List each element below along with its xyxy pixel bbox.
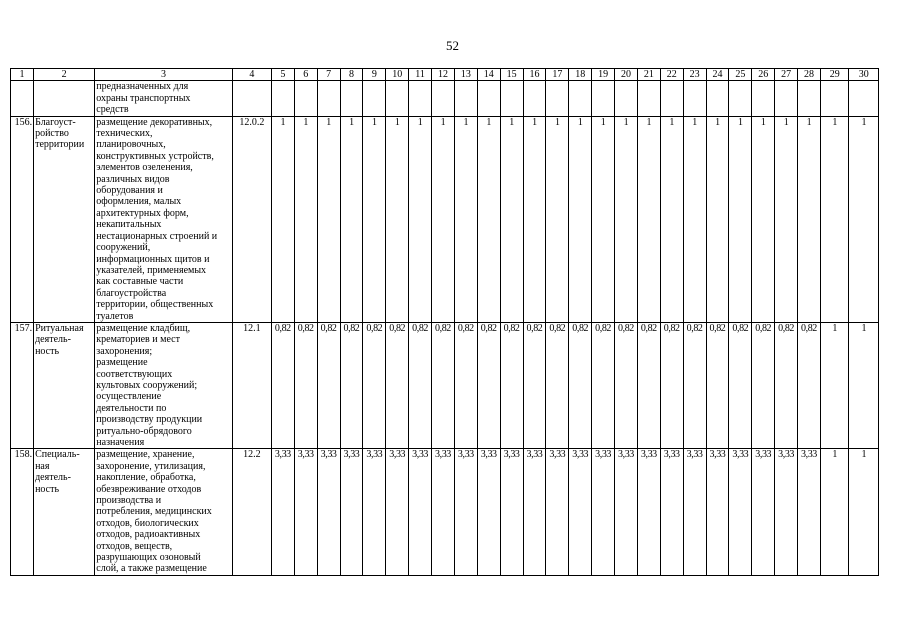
coefficient-cell: 3,33 [637, 449, 660, 575]
use-type-description: размещение, хранение, захоронение, утилизация, накопление, обработка, обезвреживание отходов производства и потребления, медицинских отходов, биологических отходов, радиоактивных отходов, веществ, разрушающих озоновый слой, а также размещение [95, 449, 232, 575]
coefficient-cell: 3,33 [660, 449, 683, 575]
coefficient-cell: 0,82 [775, 322, 798, 448]
column-header: 21 [637, 69, 660, 81]
column-header: 26 [752, 69, 775, 81]
coefficient-cell: 1 [386, 116, 409, 322]
coefficient-cell: 1 [432, 116, 455, 322]
coefficient-cell: 1 [317, 116, 340, 322]
coefficient-cell [569, 81, 592, 116]
row-number: 158. [11, 449, 34, 575]
coefficient-cell: 1 [271, 116, 294, 322]
column-header: 19 [592, 69, 615, 81]
coefficient-cell: 0,82 [363, 322, 386, 448]
coefficient-cell: 0,82 [500, 322, 523, 448]
column-header: 3 [95, 69, 232, 81]
coefficient-cell: 0,82 [432, 322, 455, 448]
coefficient-cell: 1 [569, 116, 592, 322]
table-row [11, 116, 879, 322]
column-header: 4 [232, 69, 271, 81]
coefficient-cell [849, 81, 879, 116]
use-type-name: Благоуст- ройство территории [34, 116, 95, 322]
coefficient-cell [271, 81, 294, 116]
coefficient-cell: 0,82 [294, 322, 317, 448]
coefficient-cell: 3,33 [706, 449, 729, 575]
coefficient-cell: 3,33 [729, 449, 752, 575]
header-row [11, 69, 879, 81]
coefficient-cell [523, 81, 546, 116]
coefficient-cell [615, 81, 638, 116]
coefficient-cell: 3,33 [340, 449, 363, 575]
column-header: 2 [34, 69, 95, 81]
coefficient-cell: 1 [849, 322, 879, 448]
coefficient-cell: 0,82 [454, 322, 477, 448]
table-row [11, 449, 879, 575]
coefficient-cell: 1 [637, 116, 660, 322]
coefficient-cell: 1 [752, 116, 775, 322]
coefficient-cell: 3,33 [386, 449, 409, 575]
coefficient-cell: 0,82 [271, 322, 294, 448]
use-type-description: предназначенных для охраны транспортных средств [95, 81, 232, 116]
coefficient-cell: 0,82 [409, 322, 432, 448]
column-header: 9 [363, 69, 386, 81]
coefficient-cell [432, 81, 455, 116]
column-header: 6 [294, 69, 317, 81]
coefficient-cell [294, 81, 317, 116]
column-header: 12 [432, 69, 455, 81]
coefficient-cell: 3,33 [271, 449, 294, 575]
column-header: 27 [775, 69, 798, 81]
row-number [11, 81, 34, 116]
coefficient-cell: 3,33 [294, 449, 317, 575]
coefficient-cell [340, 81, 363, 116]
row-number: 156. [11, 116, 34, 322]
column-header: 16 [523, 69, 546, 81]
coefficient-cell: 1 [340, 116, 363, 322]
coefficient-cell: 3,33 [523, 449, 546, 575]
use-type-name [34, 81, 95, 116]
coefficient-cell: 1 [798, 116, 821, 322]
coefficient-cell: 0,82 [683, 322, 706, 448]
coefficient-cell [386, 81, 409, 116]
coefficient-cell [752, 81, 775, 116]
coefficient-cell: 1 [615, 116, 638, 322]
coefficient-cell: 1 [454, 116, 477, 322]
classification-code: 12.2 [232, 449, 271, 575]
coefficient-cell: 1 [294, 116, 317, 322]
table-row [11, 322, 879, 448]
coefficient-cell: 0,82 [592, 322, 615, 448]
coefficient-cell [820, 81, 849, 116]
coefficient-cell: 3,33 [409, 449, 432, 575]
coefficient-cell: 3,33 [615, 449, 638, 575]
column-header: 14 [477, 69, 500, 81]
coefficient-cell [798, 81, 821, 116]
column-header: 13 [454, 69, 477, 81]
coefficient-cell: 3,33 [454, 449, 477, 575]
coefficient-cell: 3,33 [546, 449, 569, 575]
column-header: 28 [798, 69, 821, 81]
coefficient-cell: 1 [660, 116, 683, 322]
coefficient-cell: 3,33 [432, 449, 455, 575]
coefficient-cell: 0,82 [706, 322, 729, 448]
coefficient-cell: 1 [820, 322, 849, 448]
column-header: 17 [546, 69, 569, 81]
coefficient-cell [775, 81, 798, 116]
coefficient-cell: 0,82 [340, 322, 363, 448]
coefficient-cell: 0,82 [615, 322, 638, 448]
use-type-description: размещение кладбищ, крематориев и мест захоронения; размещение соответствующих культовых сооружений; осуществление деятельности по производству продукции ритуально-обрядового назначения [95, 322, 232, 448]
coefficient-cell: 0,82 [729, 322, 752, 448]
use-type-description: размещение декоративных, технических, планировочных, конструктивных устройств, элементов озеленения, различных видов оборудования и оформления, малых архитектурных форм, некапитальных нестационарных строений и сооружений, информационных щитов и указателей, применяемых как составные части благоустройства территории, общественных туалетов [95, 116, 232, 322]
coefficient-cell: 3,33 [363, 449, 386, 575]
column-header: 29 [820, 69, 849, 81]
coefficient-cell [409, 81, 432, 116]
data-table [10, 68, 879, 576]
coefficient-cell [592, 81, 615, 116]
use-type-name: Специаль- ная деятель- ность [34, 449, 95, 575]
coefficient-cell: 0,82 [637, 322, 660, 448]
use-type-name: Ритуальная деятель- ность [34, 322, 95, 448]
coefficient-cell [317, 81, 340, 116]
coefficient-cell: 1 [775, 116, 798, 322]
table-row [11, 81, 879, 116]
column-header: 30 [849, 69, 879, 81]
coefficient-cell: 3,33 [500, 449, 523, 575]
coefficient-cell: 1 [500, 116, 523, 322]
coefficient-cell: 1 [820, 116, 849, 322]
column-header: 1 [11, 69, 34, 81]
row-number: 157. [11, 322, 34, 448]
coefficient-cell: 1 [592, 116, 615, 322]
coefficient-cell [637, 81, 660, 116]
coefficient-cell: 3,33 [569, 449, 592, 575]
column-header: 23 [683, 69, 706, 81]
coefficient-cell [660, 81, 683, 116]
coefficient-cell: 3,33 [752, 449, 775, 575]
coefficient-cell: 3,33 [477, 449, 500, 575]
column-header: 11 [409, 69, 432, 81]
page-number: 52 [446, 38, 459, 53]
coefficient-cell [683, 81, 706, 116]
coefficient-cell: 3,33 [592, 449, 615, 575]
column-header: 5 [271, 69, 294, 81]
coefficient-cell: 1 [729, 116, 752, 322]
column-header: 8 [340, 69, 363, 81]
coefficient-cell [477, 81, 500, 116]
coefficient-cell: 0,82 [569, 322, 592, 448]
column-header: 7 [317, 69, 340, 81]
coefficient-cell: 0,82 [523, 322, 546, 448]
coefficient-cell: 1 [523, 116, 546, 322]
coefficient-cell [546, 81, 569, 116]
coefficient-cell: 1 [409, 116, 432, 322]
coefficient-cell: 1 [706, 116, 729, 322]
column-header: 10 [386, 69, 409, 81]
column-header: 18 [569, 69, 592, 81]
classification-code: 12.1 [232, 322, 271, 448]
coefficient-cell: 1 [546, 116, 569, 322]
coefficient-cell: 1 [820, 449, 849, 575]
coefficient-cell: 0,82 [546, 322, 569, 448]
coefficient-cell: 1 [849, 449, 879, 575]
coefficient-cell: 3,33 [317, 449, 340, 575]
column-header: 20 [615, 69, 638, 81]
classification-code [232, 81, 271, 116]
coefficient-cell: 0,82 [317, 322, 340, 448]
column-header: 22 [660, 69, 683, 81]
coefficient-cell: 1 [683, 116, 706, 322]
coefficient-cell: 1 [363, 116, 386, 322]
column-header: 25 [729, 69, 752, 81]
coefficient-cell: 3,33 [798, 449, 821, 575]
coefficient-cell [363, 81, 386, 116]
coefficient-cell: 0,82 [477, 322, 500, 448]
coefficient-cell: 0,82 [798, 322, 821, 448]
coefficient-cell: 0,82 [660, 322, 683, 448]
column-header: 24 [706, 69, 729, 81]
coefficient-cell: 0,82 [386, 322, 409, 448]
coefficient-cell: 3,33 [775, 449, 798, 575]
coefficient-cell: 3,33 [683, 449, 706, 575]
coefficient-cell [500, 81, 523, 116]
coefficient-cell: 1 [477, 116, 500, 322]
classification-code: 12.0.2 [232, 116, 271, 322]
coefficient-cell [706, 81, 729, 116]
coefficient-cell [729, 81, 752, 116]
column-header: 15 [500, 69, 523, 81]
coefficient-cell [454, 81, 477, 116]
coefficient-cell: 0,82 [752, 322, 775, 448]
coefficient-cell: 1 [849, 116, 879, 322]
